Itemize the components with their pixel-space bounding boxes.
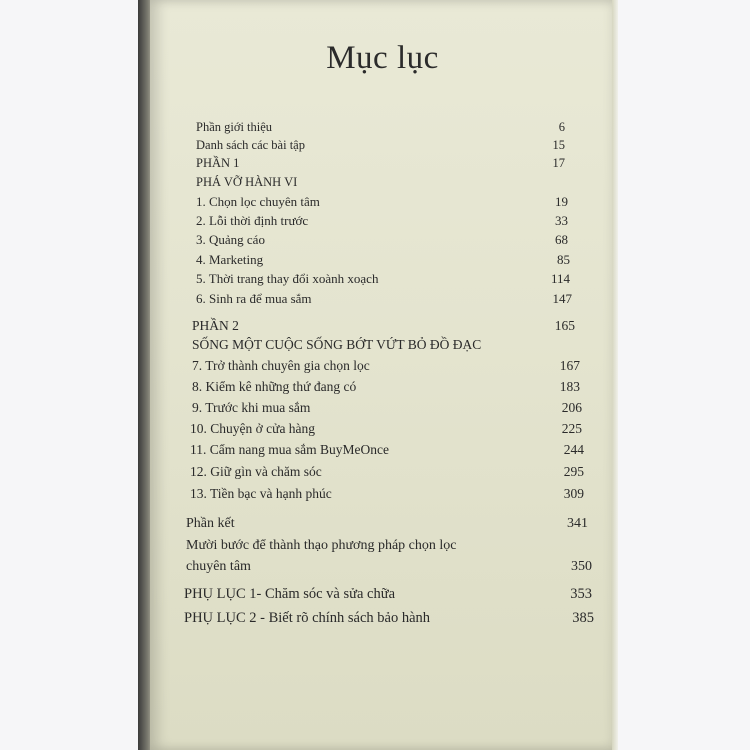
toc-entry-page: 183: [559, 379, 580, 394]
book-page: [150, 0, 615, 750]
toc-entry: [184, 586, 592, 605]
toc-entry: [192, 400, 582, 418]
toc-entry-label: 12. Giữ gìn và chăm sóc: [190, 464, 322, 479]
toc-entry-label: 10. Chuyện ở cửa hàng: [190, 421, 316, 436]
toc-entry-label: 3. Quảng cáo: [196, 232, 265, 247]
toc-entry-page: 85: [557, 252, 570, 267]
toc-entry: [192, 337, 575, 355]
toc-entry-label: 7. Trở thành chuyên gia chọn lọc: [192, 358, 370, 373]
toc-entry-label: 13. Tiền bạc và hạnh phúc: [190, 486, 332, 501]
toc-entry-page: 33: [555, 213, 568, 228]
toc-entry-label: 2. Lỗi thời định trước: [196, 213, 309, 228]
toc-entry: [192, 318, 575, 336]
toc-entry-page: 15: [552, 138, 565, 152]
toc-entry: [190, 486, 584, 504]
toc-entry-label: 11. Cẩm nang mua sắm BuyMeOnce: [190, 442, 389, 457]
toc-entry: [190, 464, 584, 482]
toc-entry-label: 9. Trước khi mua sắm: [192, 400, 311, 415]
toc-entry-page: 19: [555, 194, 568, 209]
toc-entry-label: Phần kết: [186, 516, 235, 531]
toc-entry-label: chuyên tâm: [186, 559, 251, 574]
toc-entry-label: 8. Kiểm kê những thứ đang có: [192, 379, 357, 394]
toc-entry: [196, 120, 565, 137]
toc-entry: [196, 194, 568, 211]
toc-entry: [192, 379, 580, 397]
toc-entry-label: PHỤ LỤC 2 - Biết rõ chính sách bảo hành: [184, 610, 431, 626]
toc-entry: [186, 538, 588, 556]
toc-entry-page: 114: [550, 271, 570, 286]
toc-entry: [184, 610, 594, 629]
toc-entry-label: Mười bước để thành thạo phương pháp chọn lọc: [186, 538, 457, 553]
toc-entry: [196, 252, 570, 269]
toc-entry-label: SỐNG MỘT CUỘC SỐNG BỚT VỨT BỎ ĐỒ ĐẠC: [192, 337, 482, 352]
toc-entry: [190, 442, 584, 460]
page-title: Mục lục: [326, 40, 439, 76]
toc-entry-page: 167: [559, 358, 580, 373]
toc-entry: [196, 213, 568, 230]
toc-entry-label: 5. Thời trang thay đổi xoành xoạch: [196, 271, 379, 286]
toc-entry: [192, 358, 580, 376]
toc-entry-page: 225: [561, 421, 582, 436]
page-edge: [612, 0, 618, 750]
toc-entry-label: PHẦN 2: [192, 318, 239, 333]
toc-entry: [196, 138, 565, 155]
toc-entry-page: 341: [567, 516, 588, 531]
toc-entry-label: 6. Sinh ra để mua sắm: [196, 291, 312, 306]
toc-entry-page: 165: [554, 318, 575, 333]
toc-entry: [196, 271, 570, 288]
toc-entry-page: 295: [563, 464, 584, 479]
toc-entry-page: 68: [555, 232, 568, 247]
toc-entry-label: PHỤ LỤC 1- Chăm sóc và sửa chữa: [184, 586, 396, 602]
toc-entry: [196, 232, 568, 249]
toc-entry-page: 353: [570, 586, 592, 602]
toc-entry-page: 350: [571, 559, 592, 574]
toc-entry: [186, 516, 588, 534]
toc-entry-label: Danh sách các bài tập: [196, 138, 305, 152]
toc-entry-label: PHẦN 1: [196, 156, 240, 170]
toc-entry-page: 385: [572, 610, 594, 626]
toc-entry-page: 309: [563, 486, 584, 501]
toc-entry-page: 147: [552, 291, 572, 306]
toc-entry-label: 1. Chọn lọc chuyên tâm: [196, 194, 320, 209]
toc-entry-page: 244: [563, 442, 584, 457]
toc-entry-page: 17: [552, 156, 565, 170]
toc-entry-label: 4. Marketing: [196, 252, 264, 267]
toc-entry: [190, 421, 582, 439]
toc-entry-page: 206: [561, 400, 582, 415]
toc-entry-label: PHÁ VỠ HÀNH VI: [196, 175, 298, 189]
toc-entry: [196, 156, 565, 173]
toc-entry-page: 6: [558, 120, 565, 134]
toc-entry: [196, 175, 565, 192]
toc-entry: [186, 559, 592, 577]
toc-entry: [196, 291, 572, 308]
toc-entry-label: Phần giới thiệu: [196, 120, 273, 134]
